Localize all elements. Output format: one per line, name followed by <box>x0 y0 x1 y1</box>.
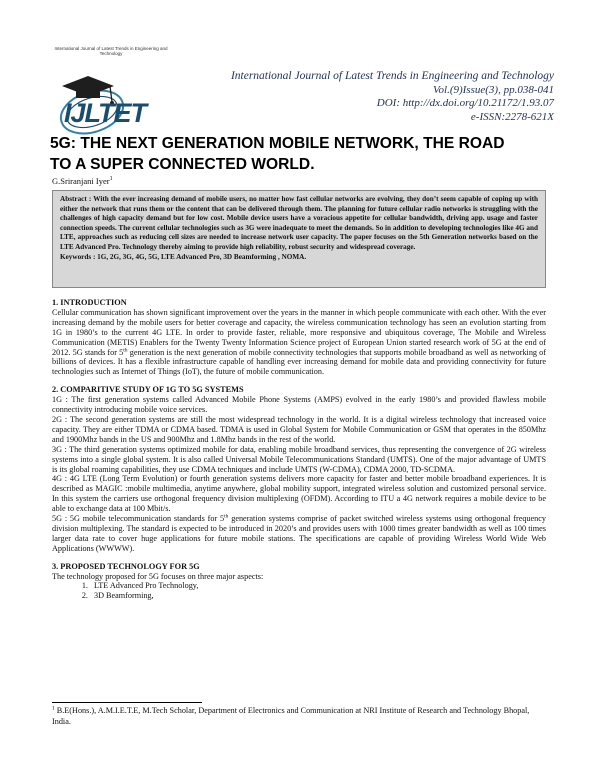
section-2-3g: 3G : The third generation systems optimized mobile for data, enabling mobile broadband services, thus representing the convergence of 2G wireless systems into a single global system. It is also called Universal Mobile Telecommunications Standard (UMTS). One of the major advantage of UMTS is its global roaming capabilities, they use CDMA techniques and include UMTS (W-CDMA), CDMA 2000, TD-SCDMA. <box>52 444 546 474</box>
section-2-1g: 1G : The first generation systems called Advanced Mobile Phone Systems (AMPS) evolved in the early 1980’s and provided flawless mobile connectivity introducing mobile voice services. <box>52 395 546 415</box>
author-name: G.Sriranjani Iyer <box>52 176 110 186</box>
abstract-box <box>52 190 546 288</box>
journal-issn: e-ISSN:2278-621X <box>470 110 554 123</box>
journal-header <box>231 70 554 124</box>
journal-name: International Journal of Latest Trends in Engineering and Technology <box>230 70 554 82</box>
footnote-mark: 1 <box>52 705 55 712</box>
section-3-intro: The technology proposed for 5G focuses on three major aspects: <box>52 571 264 581</box>
journal-volume: Vol.(9)Issue(3), pp.038-041 <box>433 83 554 96</box>
title-line-1: 5G: THE NEXT GENERATION MOBILE NETWORK, THE ROAD <box>50 135 505 152</box>
section-3-list <box>52 581 546 601</box>
logo-tagline: International Journal of Latest Trends in Engineering and Technology <box>54 46 168 56</box>
logo-wordmark: IJLTET <box>64 98 147 128</box>
section-2-5g: 5G : 5G mobile telecommunication standards for 5th generation systems comprise of packet switched wireless systems using orthogonal frequency division multiplexing. The standard is expected to be introduced in 2020’s and provides users with 1000 times greater bandwidth as well as 100 times larger data rate to cover huge applications for future mobile stations. The specifications are capable of providing Wireless World Wide Web Applications (WWWW). <box>52 513 546 553</box>
section-1-heading: 1. INTRODUCTION <box>52 298 127 307</box>
section-2-4g: 4G : 4G LTE (Long Term Evolution) or fourth generation systems delivers more capacity for faster and better mobile broadband experiences. It is described as MAGIC :mobile multimedia, anytime anywhere, global mobility support, integrated wireless solution and customized personal service. In this system the carriers use orthogonal frequency division multiplexing (OFDM). According to ITU a 4G network requires a mobile device to be able to exchange data at 100 Mbit/s. <box>52 474 546 514</box>
list-item: 2. 3D Beamforming, <box>90 591 546 601</box>
footnote-text: B.E(Hons.), A.M.I.E.T.E, M.Tech Scholar, Department of Electronics and Communication at NRI Institute of Research and Technology Bhopal, India. <box>52 706 530 726</box>
journal-doi[interactable]: DOI: http://dx.doi.org/10.21172/1.93.07 <box>376 97 554 109</box>
paper-title <box>50 133 560 175</box>
section-1-paragraph: Cellular communication has shown significant improvement over the years in the manner in which people communicate with each other. With the ever increasing demand by the mobile users for better coverage and capacity, the wireless communication technology has seen an evolution starting from 1G in 1980’s to the current 4G LTE. In order to provide faster, reliable, more responsive and ubiquitous coverage, The Mobile and Wireless Communication (METIS) Enablers for the Twenty Twenty Information Science project of European Union started research work of 5G at the end of 2012. 5G stands for 5th generation is the next generation of mobile connectivity technologies that supports mobile broadband as well as networking of billions of devices. It has a flexible infrastructure capable of handling ever increasing demand for mobile data and providing connectivity for future technologies such as Internet of Things (IoT), the future of mobile communication. <box>52 307 547 377</box>
abstract-text: Abstract : With the ever increasing demand of mobile users, no matter how fast cellular networks are evolving, they don’t seem capable of coping up with either the network that runs them or the content that can be delivered through them. The planning for future cellular radio networks is struggling with the challenges of high capacity demand but for low cost. Mobile device users have a voracious appetite for cellular bandwidth, driving app. usage and faster connection speeds. The current cellular technologies such as 3G were inadequate to meet the demands. So in addition to developing technologies like 4G and LTE, approaches such as reducing cell sizes are needed to increase network user capacity. The paper focuses on the 5th Generation networks based on the LTE Advanced Pro. Technology thereby aiming to provide high reliability, robust security and widespread coverage. <box>60 195 538 251</box>
author-line <box>52 176 113 186</box>
footnote-rule <box>52 702 202 703</box>
author-footnote-mark: 1 <box>109 176 113 183</box>
footnote <box>52 706 546 727</box>
section-3-heading: 3. PROPOSED TECHNOLOGY FOR 5G <box>52 561 200 571</box>
section-2-2g: 2G : The second generation systems are still the most widespread technology in the world. It is a digital wireless technology that increased voice capacity. They are either TDMA or CDMA based. TDMA is used in Global System for Mobile Communication or GSM that operates in the 850Mhz and 1900Mhz bands in the US and 900Mhz and 1.8Mhz bands in the rest of the world. <box>52 414 546 444</box>
list-item: 1. LTE Advanced Pro Technology, <box>90 581 546 591</box>
section-2-heading: 2. COMPARITIVE STUDY OF 1G TO 5G SYSTEMS <box>52 385 244 395</box>
keywords: Keywords : 1G, 2G, 3G, 4G, 5G, LTE Advanced Pro, 3D Beamforming , NOMA. <box>60 252 307 261</box>
paper-body <box>52 298 546 601</box>
title-line-2: TO A SUPER CONNECTED WORLD. <box>50 156 315 173</box>
